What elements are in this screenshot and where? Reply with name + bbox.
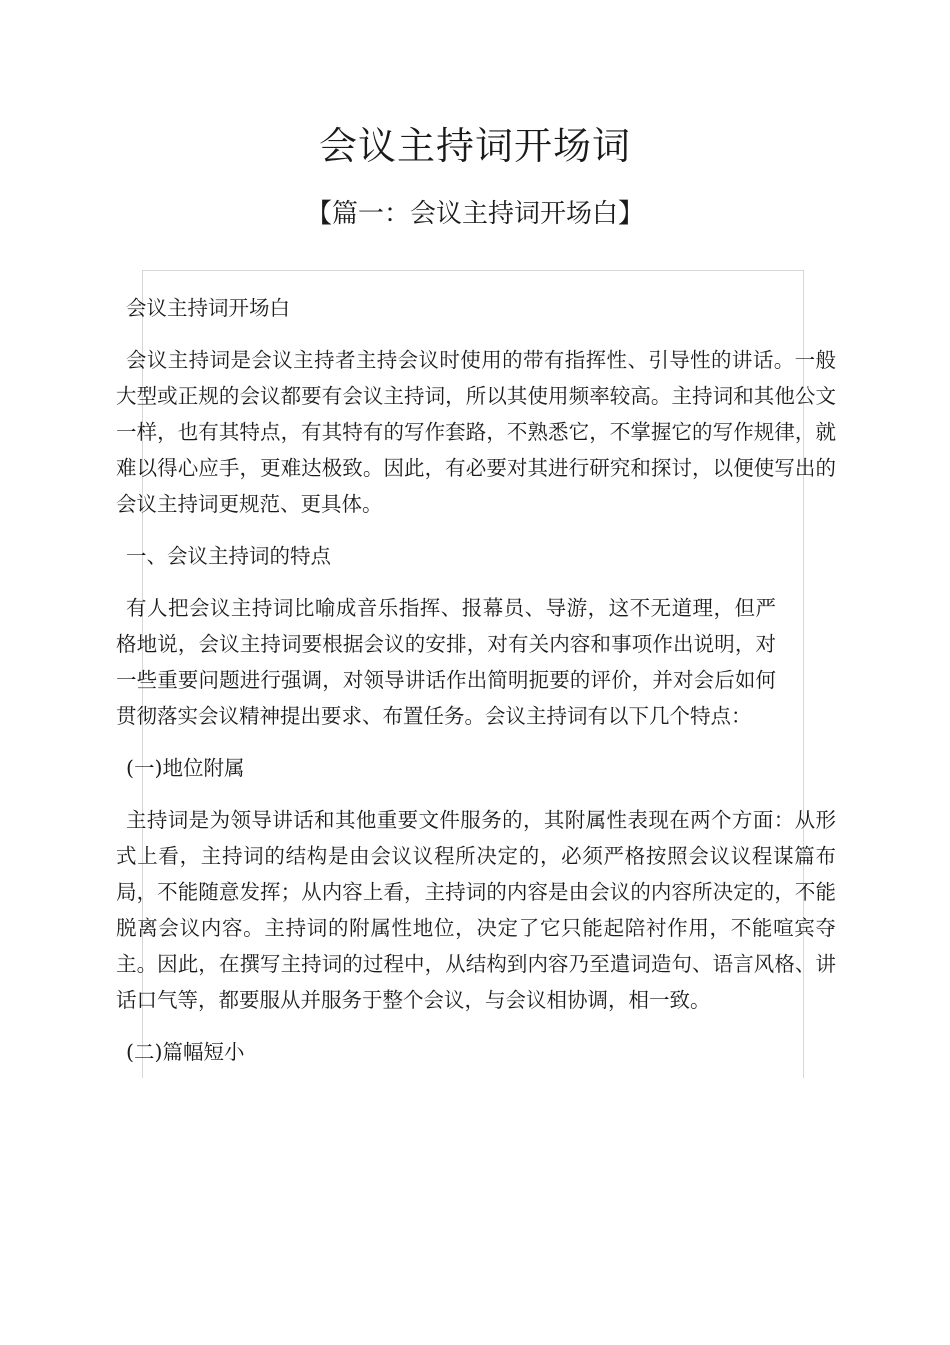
- document-title: 会议主持词开场词: [318, 124, 631, 168]
- section-heading-features: 一、会议主持词的特点: [126, 544, 331, 568]
- document-body: [116, 290, 856, 1086]
- subheading-short-length: (二)篇幅短小: [126, 1040, 245, 1064]
- paragraph-intro: 会议主持词是会议主持者主持会议时使用的带有指挥性、引导性的讲话。一般大型或正规的会议都要有会议主持词，所以其使用频率较高。主持词和其他公文一样，也有其特点，有其特有的写作套路，不熟悉它，不掌握它的写作规律，就难以得心应手，更难达极致。因此，有必要对其进行研究和探讨，以便使写出的会议主持词更规范、更具体。: [116, 348, 836, 516]
- document-subtitle: 【篇一：会议主持词开场白】: [305, 199, 644, 229]
- paragraph-subordinate: 主持词是为领导讲话和其他重要文件服务的，其附属性表现在两个方面：从形式上看，主持词的结构是由会议议程所决定的，必须严格按照会议议程谋篇布局，不能随意发挥；从内容上看，主持词的内容是由会议的内容所决定的，不能脱离会议内容。主持词的附属性地位，决定了它只能起陪衬作用，不能喧宾夺主。因此，在撰写主持词的过程中，从结构到内容乃至遣词造句、语言风格、讲话口气等，都要服从并服务于整个会议，与会议相协调，相一致。: [116, 808, 836, 1012]
- paragraph-features: 有人把会议主持词比喻成音乐指挥、报幕员、导游，这不无道理，但严格地说，会议主持词要根据会议的安排，对有关内容和事项作出说明，对一些重要问题进行强调，对领导讲话作出简明扼要的评价，并对会后如何贯彻落实会议精神提出要求、布置任务。会议主持词有以下几个特点：: [116, 596, 776, 728]
- section-heading-opening: 会议主持词开场白: [126, 296, 290, 320]
- subheading-subordinate: (一)地位附属: [126, 756, 245, 780]
